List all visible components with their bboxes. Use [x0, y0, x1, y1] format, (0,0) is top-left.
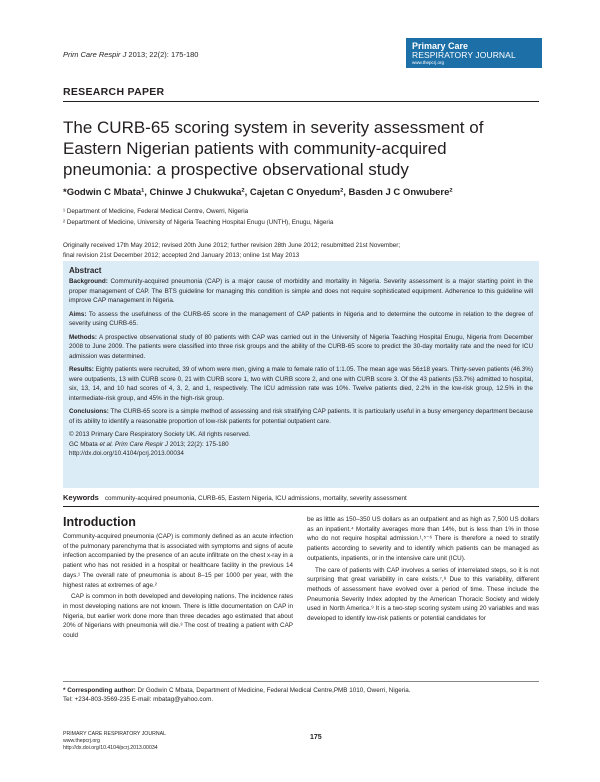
keywords-line — [63, 493, 539, 503]
keywords-label: Keywords — [63, 493, 99, 502]
intro-paragraph: be as little as 150–350 US dollars as an outpatient and as high as 7,500 US dollars as an inpatient.⁴ Mortality averages more than 14%, but is less than 1% in those who do not require hospital admission.¹,⁵⁻⁶ There is therefore a need to stratify patients according to severity and to identify which patients can be managed as outpatients, inpatients, or in the intensive care unit (ICU). — [307, 516, 539, 562]
journal-logo — [406, 38, 542, 68]
abstract-conclusions: Conclusions: The CURB-65 score is a simple method of assessing and risk stratifying CAP patients. It is particularly useful in a busy emergency department because of its ability to identify a reasonable proportion of low-risk patients for potential outpatient care. — [69, 408, 533, 425]
footer-doi[interactable]: http://dx.doi.org/10.4104/pcrj.2013.00034 — [63, 745, 158, 751]
article-title: The CURB-65 scoring system in severity assessment of Eastern Nigerian patients with community-acquired pneumonia: a prospective observational study — [63, 118, 484, 179]
doi-link[interactable]: http://dx.doi.org/10.4104/pcrj.2013.00034 — [69, 450, 184, 457]
section-label: RESEARCH PAPER — [63, 86, 165, 98]
footnote-label: * Corresponding author: — [63, 687, 136, 694]
header-divider — [63, 101, 539, 102]
keywords-text: community-acquired pneumonia, CURB-65, Eastern Nigeria, ICU admissions, mortality, severity assessment — [104, 495, 407, 502]
logo-line1: Primary Care — [412, 41, 469, 51]
logo-url: www.thepcrj.org — [412, 60, 445, 65]
abstract-aims: Aims: To assess the usefulness of the CURB-65 score in the management of CAP patients in Nigeria and to determine the outcome in relation to the degree of severity using CURB-65. — [69, 310, 533, 327]
received-dates — [63, 241, 533, 251]
citation-journal: Prim Care Respir J — [63, 50, 127, 59]
journal-citation — [63, 50, 198, 59]
keywords-divider — [63, 506, 539, 507]
footnote-contact: Tel: +234-803-3569-235 E-mail: mbatag@yahoo.com. — [63, 696, 214, 703]
abstract-results: Results: Eighty patients were recruited, 39 of whom were men, giving a male to female ratio of 1:1.05. The mean age was 56±18 years. Thirty-seven patients (46.3%) were outpatients, 13 with CURB score 0, 21 with CURB score 1, two with CURB score 2, and one with CURB score 3. Of the 43 patients (53.7%) admitted to hospital, six, 13, 14, and 10 had scores of 4, 3, 2, and 1, respectively. The ICU admission rate was 10%. Twelve patients died, 2.2% in the low-risk group, 12.5% in the intermediate-risk group, and 45% in the high-risk group. — [69, 366, 533, 402]
abstract-box — [63, 261, 539, 488]
intro-left-column — [63, 532, 293, 643]
logo-line2: RESPIRATORY JOURNAL — [412, 50, 516, 60]
corresponding-author — [63, 686, 539, 704]
footer-journal: PRIMARY CARE RESPIRATORY JOURNAL — [63, 731, 166, 737]
author-list: *Godwin C Mbata¹, Chinwe J Chukwuka², Cajetan C Onyedum², Basden J C Onwubere² — [63, 187, 453, 198]
footer-url[interactable]: www.thepcrj.org — [63, 738, 100, 744]
dates-line-1: Originally received 17th May 2012; revised 20th June 2012; further revision 28th June 2012; resubmitted 21st November; — [63, 242, 401, 249]
intro-paragraph: The care of patients with CAP involves a series of interrelated steps, so it is not surprising that great variability in care exists.⁷,⁸ Due to this variability, different methods of assessment have evolved over a period of time. These include the Pneumonia Severity Index adopted by the American Thoracic Society and widely used in North America.⁹ It is a two-step scoring system using 20 variables and was developed to identify low-risk patients or potential candidates for — [307, 566, 539, 623]
abstract-methods: Methods: A prospective observational study of 80 patients with CAP was carried out in the University of Nigeria Teaching Hospital Enugu, Nigeria from December 2008 to June 2009. The patients were classified into three risk groups and the ability of the CURB-65 score to predict the 30-day mortality rate and the need for ICU admission was determined. — [69, 333, 533, 360]
abstract-heading: Abstract — [69, 266, 102, 275]
citation-volume: 2013; 22(2): 175-180 — [126, 50, 199, 59]
copyright-line: © 2013 Primary Care Respiratory Society UK. All rights reserved. — [69, 431, 251, 438]
intro-paragraph: Community-acquired pneumonia (CAP) is commonly defined as an acute infection of the pulmonary parenchyma that is associated with symptoms and signs of acute infection accompanied by the presence of an acute infiltrate on the chest x-ray in a patient who has not resided in a hospital or healthcare facility in the previous 14 days.¹ The overall rate of pneumonia is about 8–15 per 1000 per year, with the highest rates at extremes of age.² — [63, 533, 293, 589]
accepted-dates — [63, 251, 533, 261]
footnote-divider — [63, 681, 539, 682]
intro-paragraph: CAP is common in both developed and developing nations. The incidence rates in most developing nations are not known. There is little documentation on CAP in Nigeria, but earlier work done more than three decades ago estimated that about 20% of Nigerians with pneumonia will die.³ The cost of treating a patient with CAP could — [63, 593, 293, 640]
article-citation: GC Mbata et al. Prim Care Respir J 2013; 22(2): 175-180 — [69, 440, 229, 448]
intro-right-column — [307, 515, 539, 626]
abstract-background: Background: Community-acquired pneumonia (CAP) is a major cause of morbidity and mortality in Nigeria. Severity assessment is a major starting point in the proper management of CAP. The BTS guideline for managing this condition is simple and does not require sophisticated equipment. Adherence to this guideline will improve CAP management in Nigeria. — [69, 278, 533, 304]
dates-line-2: final revision 21st December 2012; accepted 2nd January 2013; online 1st May 2013 — [63, 252, 300, 259]
page-number: 175 — [310, 734, 322, 741]
footnote-text: Dr Godwin C Mbata, Department of Medicine, Federal Medical Centre,PMB 1010, Owerri, Nigeria. — [135, 687, 411, 694]
page-footer — [63, 731, 166, 752]
affiliation-1: ¹ Department of Medicine, Federal Medical Centre, Owerri, Nigeria — [63, 208, 249, 215]
intro-heading: Introduction — [63, 515, 136, 529]
affiliation-2: ² Department of Medicine, University of Nigeria Teaching Hospital Enugu (UNTH), Enugu, Nigeria — [63, 219, 334, 226]
